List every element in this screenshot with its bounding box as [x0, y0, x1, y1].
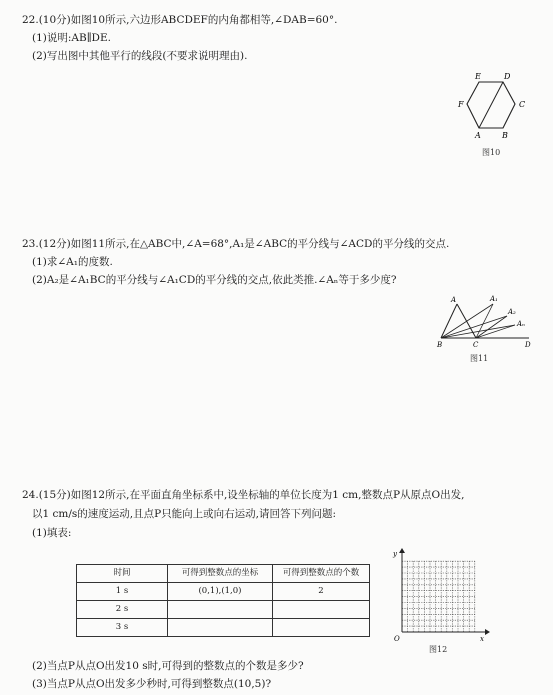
table-cell: 2 [273, 583, 370, 601]
label-A2: A₂ [508, 308, 516, 316]
q22-stem: 22.(10分)如图10所示,六边形ABCDEF的内角都相等,∠DAB=60°. [22, 14, 338, 26]
x-axis-label: x [480, 635, 484, 642]
table-cell: 1 s [77, 583, 168, 601]
table-cell [273, 601, 370, 619]
table-cell [168, 601, 273, 619]
figure-10-caption: 图10 [482, 148, 501, 157]
hexagon-figure-10 [455, 70, 535, 154]
label-C: C [519, 100, 526, 109]
figure-11-caption: 图11 [470, 354, 489, 363]
table-cell: 3 s [77, 619, 168, 637]
label-F: F [458, 100, 464, 109]
label-D: D [504, 72, 511, 81]
table-row [77, 583, 370, 601]
origin-label: O [394, 635, 400, 642]
label-A: A [451, 296, 457, 304]
q24-stem-line2: 以1 cm/s的速度运动,且点P只能向上或向右运动,请回答下列问题: [32, 508, 337, 520]
q24-stem-line1: 24.(15分)如图12所示,在平面直角坐标系中,设坐标轴的单位长度为1 cm,整数点P从原点O出发, [22, 489, 465, 501]
label-B: B [502, 131, 508, 140]
q24-part1: (1)填表: [32, 527, 72, 539]
q23-part2: (2)A₂是∠A₁BC的平分线与∠A₁CD的平分线的交点,依此类推.∠Aₙ等于多少度? [32, 274, 397, 286]
table-header: 时间 [77, 565, 168, 583]
q24-part3: (3)当点P从点O出发多少秒时,可得到整数点(10,5)? [32, 678, 272, 690]
fill-in-table [76, 564, 370, 637]
label-A: A [475, 131, 481, 140]
table-cell [168, 619, 273, 637]
q22-part2: (2)写出图中其他平行的线段(不要求说明理由). [32, 50, 248, 62]
label-An: Aₙ [517, 320, 525, 328]
label-B: B [437, 341, 443, 349]
q24-part2: (2)当点P从点O出发10 s时,可得到的整数点的个数是多少? [32, 660, 304, 672]
q23-part1: (1)求∠A₁的度数. [32, 256, 113, 268]
triangle-figure-11 [433, 292, 533, 352]
table-header: 可得到整数点的个数 [273, 565, 370, 583]
label-E: E [475, 72, 481, 81]
table-cell: 2 s [77, 601, 168, 619]
coordinate-grid-figure-12 [390, 547, 490, 642]
table-cell: (0,1),(1,0) [168, 583, 273, 601]
label-D: D [525, 341, 531, 349]
q22-part1: (1)说明:AB∥DE. [32, 32, 111, 44]
label-A1: A₁ [490, 295, 498, 303]
table-cell [273, 619, 370, 637]
figure-12-caption: 图12 [429, 645, 448, 654]
y-axis-label: y [393, 550, 397, 558]
table-row [77, 619, 370, 637]
label-C: C [473, 341, 479, 349]
table-header: 可得到整数点的坐标 [168, 565, 273, 583]
table-header-row [77, 565, 370, 583]
q23-stem: 23.(12分)如图11所示,在△ABC中,∠A=68°,A₁是∠ABC的平分线与∠ACD的平分线的交点. [22, 238, 450, 250]
table-row [77, 601, 370, 619]
